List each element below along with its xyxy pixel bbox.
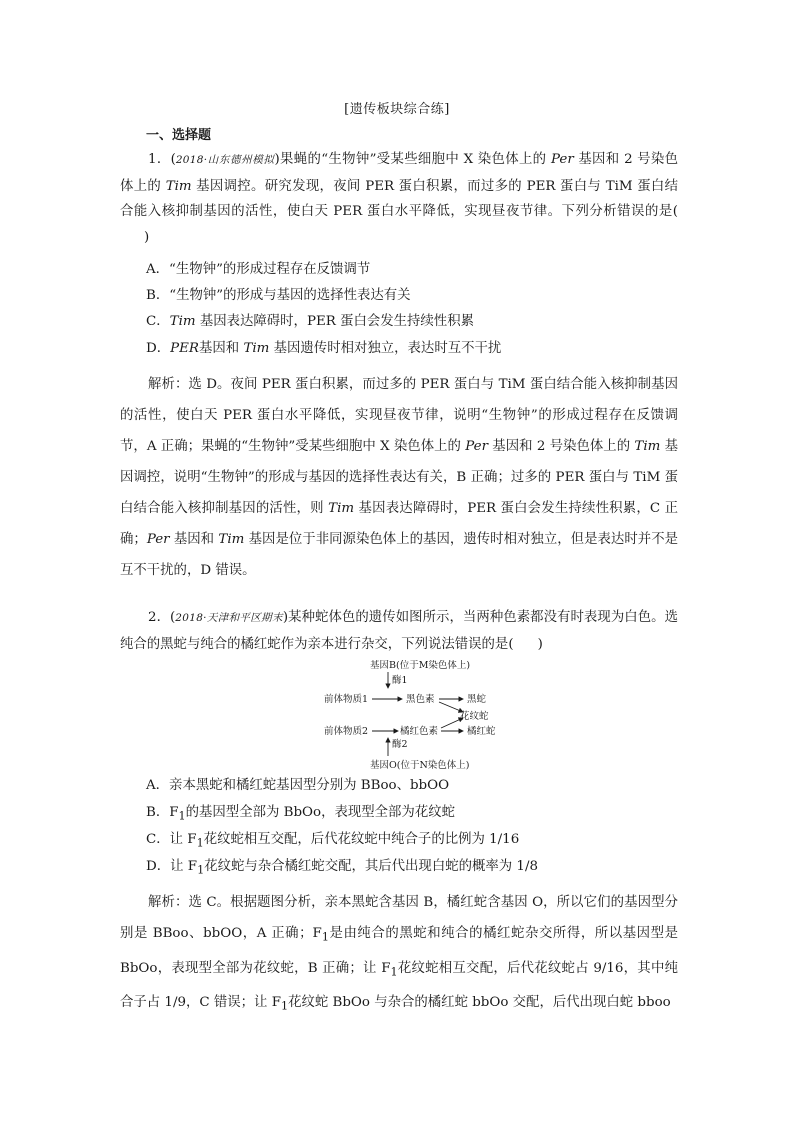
question-1-option-b: B．“生物钟”的形成与基因的选择性表达有关 (146, 288, 411, 303)
page-title: [遗传板块综合练] (344, 102, 450, 117)
question-1-option-c: C．Tim 基因表达障碍时，PER 蛋白会发生持续性积累 (146, 314, 474, 329)
orange-to-pattern-arrow (441, 718, 463, 728)
gene-name: Tim (165, 178, 192, 194)
question-2-number: 2．( (148, 610, 176, 625)
question-1-option-d: D．PER基因和 Tim 基因遗传时相对独立，表达时互不干扰 (146, 341, 502, 356)
gene-o-label: 基因O(位于N染色体上) (370, 760, 470, 771)
gene-b-label: 基因B(位于M染色体上) (370, 660, 471, 671)
question-1-source: 2018·山东德州模拟 (175, 154, 275, 166)
orange-pigment-label: 橘红色素 (400, 726, 439, 737)
question-1-analysis: 解析：选 D。夜间 PER 蛋白积累，而过多的 PER 蛋白与 TiM 蛋白结合能入核抑制基因的活性，使白天 PER 蛋白水平降低，实现昼夜节律，说明“生物钟”的形成过程存在反馈调节，A 正确；果蝇的“生物钟”受某些细胞中 X 染色体上的 Per 基因和 2 号染色体上的 Tim 基因调控，说明“生物钟”的形成与基因的选择性表达有关，B 正确；过多的 PER 蛋白与 TiM 蛋白结合能入核抑制基因的活性，则 Tim 基因表达障碍时，PER 蛋白会发生持续性积累，C 正确；Per 基因和 Tim 基因是位于非同源染色体上的基因，遗传时相对独立，但是表达时并不是互不干扰的，D 错误。 (120, 377, 679, 578)
question-2-stem: 2．(2018·天津和平区期末)某种蛇体色的遗传如图所示，当两种色素都没有时表现为白色。选纯合的黑蛇与纯合的橘红蛇作为亲本进行杂交，下列说法错误的是( ) (120, 610, 678, 652)
question-2-option-c: C．让 $F_1$花纹蛇相互交配，后代花纹蛇中纯合子的比例为 1/16 (146, 832, 520, 850)
precursor-1-label: 前体物质1 (324, 694, 369, 705)
enzyme-2-label: 酶2 (392, 739, 408, 750)
precursor-2-label: 前体物质2 (324, 726, 369, 737)
pattern-snake-label: 花纹蛇 (460, 711, 489, 722)
question-2-option-d: D．让 $F_1$花纹蛇与杂合橘红蛇交配，其后代出现白蛇的概率为 1/8 (146, 859, 538, 877)
melanin-label: 黑色素 (406, 694, 435, 705)
question-2-analysis: 解析：选 C。根据题图分析，亲本黑蛇含基因 B，橘红蛇含基因 O，所以它们的基因型分别是 BBoo、bbOO，A 正确；$F_1$是由纯合的黑蛇和纯合的橘红蛇杂交所得，所以基因型是 BbOo，表现型全部为花纹蛇，B 正确；让 $F_1$花纹蛇相互交配，后代花纹蛇占 9/16，其中纯合子占 1/9，C 错误；让 $F_1$花纹蛇 BbOo 与杂合的橘红蛇 bbOo 交配，后代出现白蛇 bboo (120, 895, 678, 1014)
question-2-source: 2018·天津和平区期末 (175, 612, 283, 624)
enzyme-1-label: 酶1 (392, 675, 408, 686)
question-1-option-a: A．“生物钟”的形成过程存在反馈调节 (146, 262, 371, 277)
question-2-option-b: B．$F_1$的基因型全部为 BbOo，表现型全部为花纹蛇 (146, 805, 455, 823)
question-1-stem: 1．(2018·山东德州模拟)果蝇的“生物钟”受某些细胞中 X 染色体上的 Per 基因和 2 号染色体上的 Tim 基因调控。研究发现，夜间 PER 蛋白积累，而过多的 PER 蛋白与 TiM 蛋白结合能入核抑制基因的活性，使白天 PER 蛋白水平降低，实现昼夜节律。下列分析错误的是() (120, 152, 679, 245)
orange-snake-label: 橘红蛇 (467, 726, 496, 737)
snake-color-pathway-diagram (310, 660, 520, 775)
question-1-number: 1．( (148, 152, 176, 167)
section-heading: 一、选择题 (146, 128, 212, 143)
gene-name: Per (551, 152, 574, 167)
question-2-option-a: A．亲本黑蛇和橘红蛇基因型分别为 BBoo、bbOO (146, 778, 450, 793)
black-snake-label: 黑蛇 (467, 694, 487, 705)
